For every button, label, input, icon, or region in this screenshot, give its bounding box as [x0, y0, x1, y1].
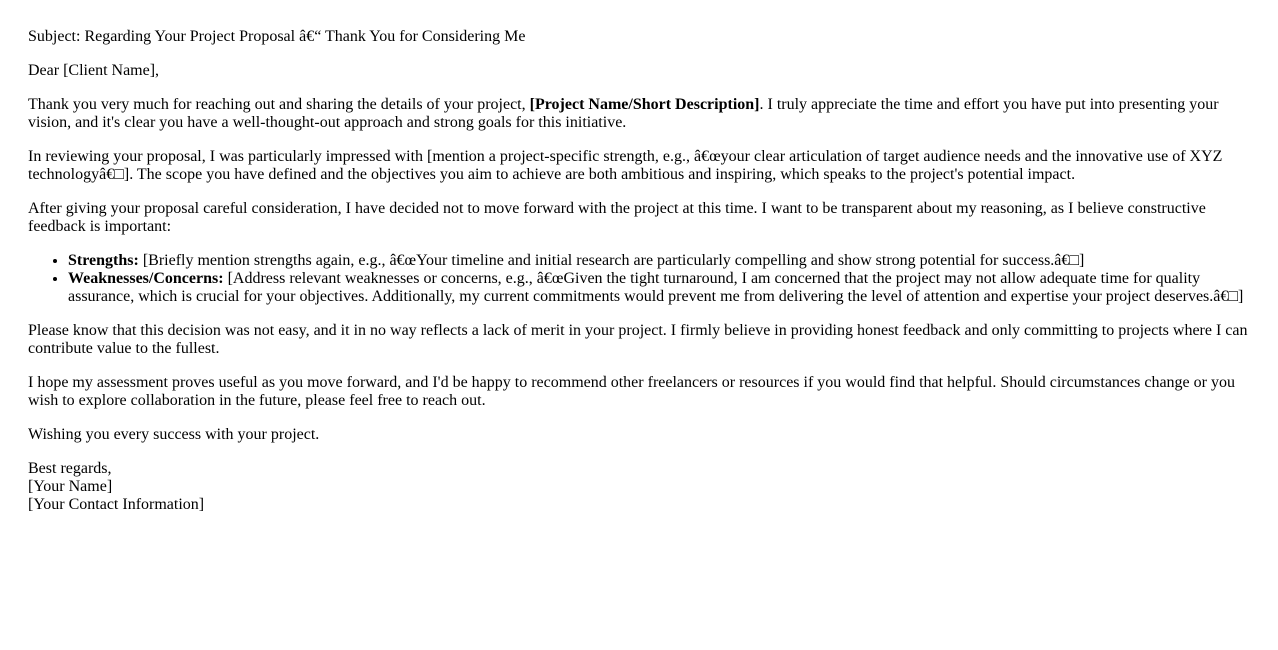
paragraph-thanks-rest: . I truly appreciate the time and effort you have put into presenting your vision, and it's clear you have a well-thought-out approach and strong goals for this initiative.	[28, 96, 1219, 131]
signature-block	[28, 460, 1252, 514]
paragraph-hope: I hope my assessment proves useful as you move forward, and I'd be happy to recommend other freelancers or resources if you would find that helpful. Should circumstances change or you wish to explore collaboration in the future, please feel free to reach out.	[28, 374, 1235, 409]
signature-name: [Your Name]	[28, 478, 113, 495]
email-document	[28, 28, 1252, 530]
signature-contact: [Your Contact Information]	[28, 496, 205, 513]
feedback-list	[28, 252, 1252, 306]
feedback-item-strengths	[68, 252, 1252, 270]
paragraph-wishing: Wishing you every success with your project.	[28, 426, 320, 443]
paragraph-decision: After giving your proposal careful consideration, I have decided not to move forward with the project at this time. I want to be transparent about my reasoning, as I believe constructive feedback is important:	[28, 200, 1206, 235]
paragraph-thanks	[28, 96, 1252, 132]
paragraph-review: In reviewing your proposal, I was particularly impressed with [mention a project-specific strength, e.g., â€œyour clear articulation of target audience needs and the innovative use of XYZ technologyâ€□]. The scope you have defined and the objectives you aim to achieve are both ambitious and inspiring, which speaks to the project's potential impact.	[28, 148, 1223, 183]
email-greeting: Dear [Client Name],	[28, 62, 160, 79]
paragraph-not-easy: Please know that this decision was not easy, and it in no way reflects a lack of merit in your project. I firmly believe in providing honest feedback and only committing to projects where I can contribute value to the fullest.	[28, 322, 1248, 357]
feedback-text-strengths: [Briefly mention strengths again, e.g., â€œYour timeline and initial research are particularly compelling and show strong potential for success.â€□]	[138, 252, 1085, 269]
signature-closing: Best regards,	[28, 460, 112, 477]
feedback-label-weaknesses: Weaknesses/Concerns:	[68, 270, 224, 287]
feedback-item-weaknesses	[68, 270, 1252, 306]
project-name-placeholder: [Project Name/Short Description]	[529, 96, 760, 113]
feedback-text-weaknesses: [Address relevant weaknesses or concerns, e.g., â€œGiven the tight turnaround, I am concerned that the project may not allow adequate time for quality assurance, which is crucial for your objectives. Additionally, my current commitments would prevent me from delivering the level of attention and expertise your project deserves.â€□]	[68, 270, 1244, 305]
feedback-label-strengths: Strengths:	[68, 252, 139, 269]
email-subject: Subject: Regarding Your Project Proposal â€“ Thank You for Considering Me	[28, 28, 526, 45]
paragraph-thanks-intro: Thank you very much for reaching out and sharing the details of your project,	[28, 96, 530, 113]
